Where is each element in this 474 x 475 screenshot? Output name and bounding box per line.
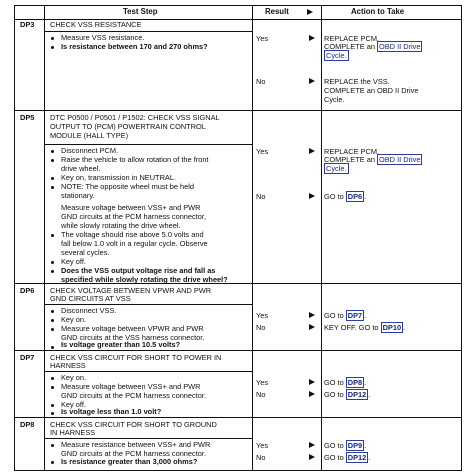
dp8-title-1: CHECK VSS CIRCUIT FOR SHORT TO GROUND	[50, 420, 217, 429]
dp8-id: DP8	[20, 420, 35, 429]
dp6-title-1: CHECK VOLTAGE BETWEEN VPWR AND PWR	[50, 286, 212, 295]
dp5-yes: Yes	[256, 147, 269, 156]
dp5-step-6c: several cycles.	[61, 248, 110, 257]
cycle-link[interactable]: Cycle.	[326, 164, 347, 173]
dp9-link[interactable]: DP9	[347, 441, 363, 450]
obd-drive-cycle-link[interactable]: OBD II Drive	[379, 42, 421, 51]
dp3-yes-action-1: REPLACE PCM.	[324, 34, 380, 43]
dp7-step-1: Key on.	[61, 373, 87, 382]
arrow-icon	[309, 391, 315, 397]
arrow-icon	[309, 454, 315, 460]
header-result: Result	[265, 7, 289, 16]
dp5-step-8b: specified while slowly rotating the drive wheel?	[61, 275, 228, 284]
dp5-yes-action-3	[324, 165, 349, 174]
dp8-link[interactable]: DP8	[347, 378, 363, 387]
dp3-title: CHECK VSS RESISTANCE	[50, 20, 142, 29]
dp5-step-7: Key off.	[61, 257, 86, 266]
dp5-step-4: NOTE: The opposite wheel must be held	[61, 182, 194, 191]
dp7-title-2: HARNESS	[50, 361, 86, 370]
row-divider-dp7	[15, 350, 461, 351]
column-divider-step	[252, 6, 253, 470]
dp7-title-divider	[44, 371, 252, 372]
bullet-icon	[51, 386, 54, 389]
dp6-step-3: Measure voltage between VPWR and PWR	[61, 324, 204, 333]
dp3-id: DP3	[20, 20, 35, 29]
dp8-step-1: Measure resistance between VSS+ and PWR	[61, 440, 211, 449]
dp7-no: No	[256, 390, 266, 399]
bullet-icon	[51, 346, 54, 349]
dp5-title-divider	[44, 144, 252, 145]
bullet-icon	[51, 412, 54, 415]
dp7-yes-action: GO to DP8 .	[324, 378, 367, 387]
dp7-no-action: GO to DP12 .	[324, 390, 371, 399]
header-test-step: Test Step	[123, 7, 158, 16]
dp5-step-5c: while slowly rotating the drive wheel.	[61, 221, 181, 230]
dp3-step-2: Is resistance between 170 and 270 ohms?	[61, 42, 208, 51]
dp8-step-2: Is resistance greater than 3,000 ohms?	[61, 457, 198, 466]
dp5-step-3: Key on, transmission in NEUTRAL.	[61, 173, 177, 182]
bullet-icon	[51, 404, 54, 407]
dp8-title-divider	[44, 438, 252, 439]
dp6-step-4: Is voltage greater than 10.5 volts?	[61, 340, 181, 349]
dp5-step-5b: GND circuits at the PCM harness connector,	[61, 212, 206, 221]
dp5-step-4b: stationary.	[61, 191, 95, 200]
dp6-no: No	[256, 323, 266, 332]
dp6-step-1: Disconnect VSS.	[61, 306, 117, 315]
bullet-icon	[51, 37, 54, 40]
dp3-no: No	[256, 77, 266, 86]
bullet-icon	[51, 186, 54, 189]
dp5-step-8: Does the VSS output voltage rise and fall as	[61, 266, 216, 275]
dp8-no-action: GO to DP12 .	[324, 453, 371, 462]
dp6-id: DP6	[20, 286, 35, 295]
dp5-no: No	[256, 192, 266, 201]
dp5-step-5: Measure voltage between VSS+ and PWR	[61, 203, 201, 212]
dp8-yes: Yes	[256, 441, 269, 450]
dp5-step-6: The voltage should rise above 5.0 volts and	[61, 230, 204, 239]
dp6-step-3b: GND circuits at the VSS harness connector.	[61, 333, 205, 342]
dp3-yes-action-3	[324, 52, 349, 61]
dp7-link[interactable]: DP7	[347, 311, 363, 320]
bullet-icon	[51, 150, 54, 153]
bullet-icon	[51, 234, 54, 237]
dp6-step-2: Key on.	[61, 315, 87, 324]
dp5-title-2: OUTPUT TO (PCM) POWERTRAIN CONTROL	[50, 122, 206, 131]
dp7-step-2b: GND circuits at the PCM harness connector.	[61, 391, 206, 400]
dp5-step-1: Disconnect PCM.	[61, 146, 119, 155]
dp5-step-2: Raise the vehicle to allow rotation of the front	[61, 155, 209, 164]
dp5-no-action: GO to DP6 .	[324, 192, 367, 201]
bullet-icon	[51, 46, 54, 49]
dp7-id: DP7	[20, 353, 35, 362]
dp5-title-1: DTC P0500 / P0501 / P1502: CHECK VSS SIGNAL	[50, 113, 220, 122]
arrow-icon	[309, 324, 315, 330]
dp7-step-3: Key off.	[61, 400, 86, 409]
dp7-yes: Yes	[256, 378, 269, 387]
dp6-no-action: KEY OFF. GO to DP10 .	[324, 323, 406, 332]
dp7-step-4: Is voltage less than 1.0 volt?	[61, 407, 162, 416]
arrow-icon	[309, 312, 315, 318]
arrow-icon	[309, 78, 315, 84]
dp6-link[interactable]: DP6	[347, 192, 363, 201]
dp8-no: No	[256, 453, 266, 462]
column-divider-id	[44, 6, 45, 470]
bullet-icon	[51, 270, 54, 273]
bullet-icon	[51, 377, 54, 380]
bullet-icon	[51, 444, 54, 447]
dp5-step-6b: fall below 1.0 volt in a regular cycle. Observe	[61, 239, 208, 248]
column-divider-result	[321, 6, 322, 470]
row-divider-dp8	[15, 417, 461, 418]
bullet-icon	[51, 177, 54, 180]
dp8-yes-action: GO to DP9 .	[324, 441, 367, 450]
bullet-icon	[51, 310, 54, 313]
dp6-yes-action: GO to DP7 .	[324, 311, 367, 320]
arrow-icon	[307, 9, 313, 15]
dp3-no-action-3: Cycle.	[324, 95, 345, 104]
arrow-icon	[309, 148, 315, 154]
header-action: Action to Take	[351, 7, 405, 16]
obd-drive-cycle-link[interactable]: OBD II Drive	[379, 155, 421, 164]
arrow-icon	[309, 442, 315, 448]
arrow-icon	[309, 35, 315, 41]
cycle-link[interactable]: Cycle.	[326, 51, 347, 60]
dp5-yes-action-2: COMPLETE an OBD II Drive	[324, 155, 421, 164]
row-divider-dp5	[15, 110, 461, 111]
dp3-no-action-2: COMPLETE an OBD II Drive	[324, 86, 419, 95]
dp7-title-1: CHECK VSS CIRCUIT FOR SHORT TO POWER IN	[50, 353, 222, 362]
bullet-icon	[51, 319, 54, 322]
dp6-title-divider	[44, 304, 252, 305]
dp12-link[interactable]: DP12	[347, 390, 367, 399]
arrow-icon	[309, 193, 315, 199]
dp7-step-2: Measure voltage between VSS+ and PWR	[61, 382, 201, 391]
dp3-title-divider	[44, 31, 252, 32]
dp8-title-2: IN HARNESS	[50, 428, 96, 437]
dp12-link[interactable]: DP12	[347, 453, 367, 462]
dp3-no-action-1: REPLACE the VSS.	[324, 77, 390, 86]
dp5-title-3: MODULE (HALL TYPE)	[50, 131, 129, 140]
dp10-link[interactable]: DP10	[382, 323, 402, 332]
dp3-yes: Yes	[256, 34, 269, 43]
dp3-step-1: Measure VSS resistance.	[61, 33, 145, 42]
dp6-title-2: GND CIRCUITS AT VSS	[50, 294, 131, 303]
bullet-icon	[51, 159, 54, 162]
bullet-icon	[51, 261, 54, 264]
dp5-id: DP5	[20, 113, 35, 122]
dp6-yes: Yes	[256, 311, 269, 320]
bullet-icon	[51, 328, 54, 331]
diagnostic-table	[14, 5, 462, 471]
dp5-step-2b: drive wheel.	[61, 164, 101, 173]
dp8-step-1b: GND circuits at the PCM harness connector.	[61, 449, 206, 458]
bullet-icon	[51, 461, 54, 464]
arrow-icon	[309, 379, 315, 385]
dp3-yes-action-2: COMPLETE an OBD II Drive	[324, 42, 421, 51]
dp5-yes-action-1: REPLACE PCM.	[324, 147, 380, 156]
